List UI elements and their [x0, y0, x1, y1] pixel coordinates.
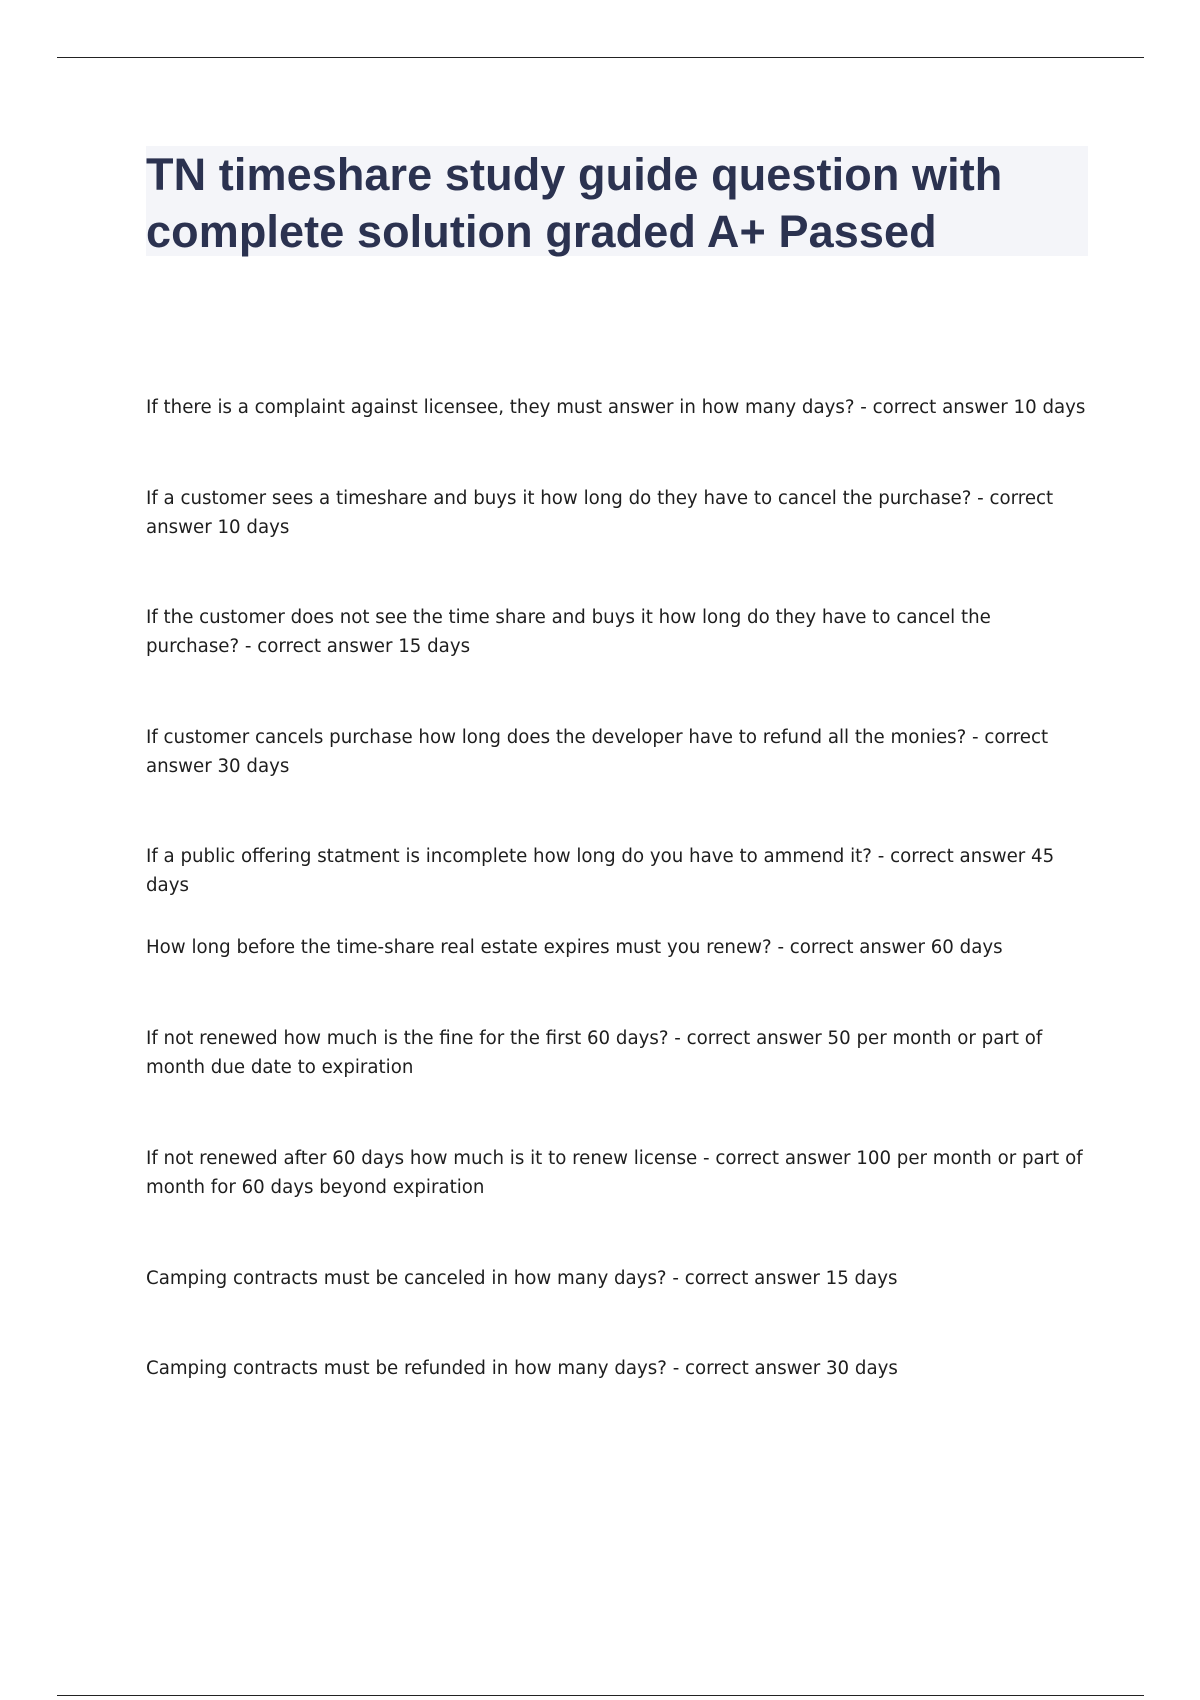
qa-item-4: If customer cancels purchase how long does the developer have to refund all the monies? - correct answer 30 days: [146, 727, 1049, 777]
top-divider: [57, 57, 1144, 58]
bottom-divider: [57, 1695, 1144, 1696]
qa-item-5: If a public offering statment is incomplete how long do you have to ammend it? - correct answer 45 days: [146, 846, 1055, 896]
qa-item-3: If the customer does not see the time share and buys it how long do they have to cancel the purchase? - correct answer 15 days: [146, 607, 991, 657]
qa-item-2: If a customer sees a timeshare and buys it how long do they have to cancel the purchase? - correct answer 10 days: [146, 488, 1054, 538]
qa-item-9: Camping contracts must be canceled in how many days? - correct answer 15 days: [146, 1268, 898, 1289]
title-block: [146, 146, 1088, 256]
qa-item-7: If not renewed how much is the fine for the first 60 days? - correct answer 50 per month or part of month due date to expiration: [146, 1028, 1043, 1078]
qa-item-10: Camping contracts must be refunded in how many days? - correct answer 30 days: [146, 1358, 898, 1379]
qa-item-1: If there is a complaint against licensee, they must answer in how many days? - correct answer 10 days: [146, 397, 1086, 418]
qa-item-6: How long before the time-share real estate expires must you renew? - correct answer 60 days: [146, 937, 1003, 958]
document-title: TN timeshare study guide question with complete solution graded A+ Passed: [146, 149, 1003, 257]
qa-item-8: If not renewed after 60 days how much is it to renew license - correct answer 100 per month or part of month for 60 days beyond expiration: [146, 1148, 1083, 1198]
